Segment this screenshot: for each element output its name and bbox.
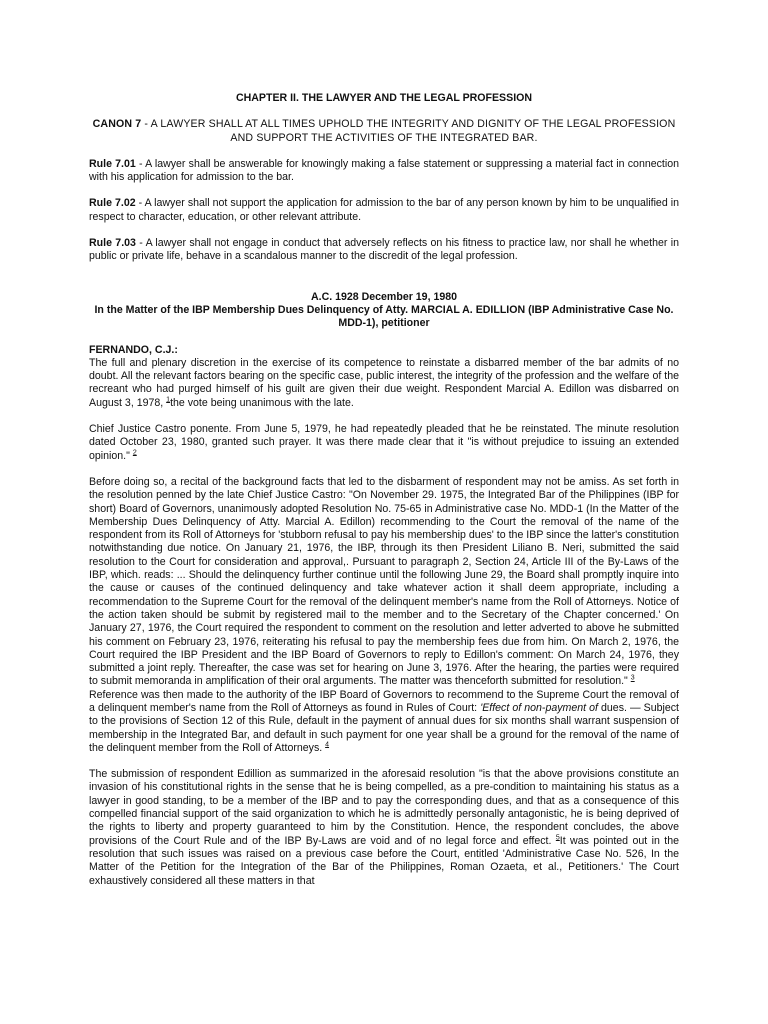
paragraph-text: Chief Justice Castro ponente. From June 5, 1979, he had repeatedly pleaded that he be reinstated. The minute resolution dated October 23, 1980, granted such prayer. It was there made clear that it "is without prejudice to issuing an extended opinion."	[89, 423, 679, 462]
case-citation: A.C. 1928 December 19, 1980	[310, 290, 458, 303]
paragraph-2	[89, 423, 679, 463]
rule-7-03	[89, 237, 679, 264]
ponente: FERNANDO, C.J.:	[89, 343, 178, 356]
rule-text: - A lawyer shall not engage in conduct that adversely reflects on his fitness to practice law, nor shall he whether in public or private life, behave in a scandalous manner to the discredit of the legal profession.	[89, 237, 679, 263]
paragraph-5	[89, 768, 679, 888]
paragraph-text: Before doing so, a recital of the background facts that led to the disbarment of respondent may not be amiss. As set forth in the resolution penned by the late Chief Justice Castro: "On November 29. 1975, the Integrated Bar of the Philippines (IBP for short) Board of Governors, unanimously adopted Resolution No. 75-65 in Administrative case No. MDD-1 (In the Matter of the Membership Dues Delinquency of Atty. Marcial A. Edillon) recommending to the Court the removal of the name of the respondent from its Roll of Attorneys for 'stubborn refusal to pay his membership dues' to the IBP since the latter's constitution notwithstanding due notice. On January 21, 1976, the IBP, through its then President Liliano B. Neri, submitted the said resolution to the Court for consideration and approval,. Pursuant to paragraph 2, Section 24, Article III of the By-Laws of the IBP, which. reads: ... Should the delinquency further continue until the following June 29, the Board shall promptly inquire into the cause or causes of the continued delinquency and take whatever action it shall deem appropriate, including a recommendation to the Supreme Court for the removal of the delinquent member's name from the Roll of Attorneys. Notice of the action taken should be submit by registered mail to the member and to the Secretary of the Chapter concerned.' On January 27, 1976, the Court required the respondent to comment on the resolution and letter adverted to above he submitted his comment on February 23, 1976, reiterating his refusal to pay the membership fees due from him. On March 2, 1976, the Court required the IBP President and the IBP Board of Governors to reply to Edillon's comment: On March 24, 1976, they submitted a joint reply. Thereafter, the case was set for hearing on June 3, 1976. After the hearing, the parties were required to submit memoranda in amplification of their oral arguments. The matter was thenceforth submitted for resolution."	[89, 475, 679, 688]
rule-text: - A lawyer shall not support the application for admission to the bar of any person known by him to be unqualified in respect to character, education, or other relevant attribute.	[89, 197, 679, 223]
rule-7-02	[89, 197, 679, 224]
canon-label: CANON 7	[92, 118, 142, 131]
case-title: In the Matter of the IBP Membership Dues Delinquency of Atty. MARCIAL A. EDILLION (IBP Administrative Case No. MDD-1), petitioner	[94, 303, 674, 330]
paragraph-text: dues. — Subject to the provisions of Section 12 of this Rule, default in the payment of annual dues for six months shall warrant suspension of membership in the Integrated Bar, and default in such payment for one year shall be a ground for the removal of the name of the delinquent member from the Roll of Attorneys.	[89, 701, 679, 754]
paragraph-3	[89, 476, 679, 689]
canon-text: - A LAWYER SHALL AT ALL TIMES UPHOLD THE INTEGRITY AND DIGNITY OF THE LEGAL PROFESSION AND SUPPORT THE ACTIVITIES OF THE INTEGRATED BAR.	[141, 118, 676, 144]
paragraph-4	[89, 689, 679, 755]
paragraph-1	[89, 357, 679, 410]
document-body	[89, 92, 679, 888]
chapter-title: CHAPTER II. THE LAWYER AND THE LEGAL PROFESSION	[235, 92, 533, 104]
rule-text: - A lawyer shall be answerable for knowingly making a false statement or suppressing a material fact in connection with his application for admission to the bar.	[89, 157, 680, 184]
footnote-ref-1[interactable]: 1	[166, 396, 171, 404]
footnote-ref-5[interactable]: 5	[555, 834, 560, 842]
paragraph-text: the vote being unanimous with the late.	[170, 396, 354, 409]
paragraph-text: Reference was then made to the authority of the IBP Board of Governors to recommend to the Supreme Court the removal of a delinquent member's name from the Roll of Attorneys as found in Rules of Court:	[89, 688, 679, 714]
italic-text: 'Effect of non-payment of	[480, 701, 598, 714]
rule-label: Rule 7.03	[89, 237, 136, 250]
case-heading	[89, 291, 679, 331]
rule-7-01	[89, 158, 679, 185]
paragraph-text: The submission of respondent Edillion as summarized in the aforesaid resolution "is that the above provisions constitute an invasion of his constitutional rights in the sense that he is being compelled, as a pre-condition to maintaining his status as a lawyer in good standing, to be a member of the IBP and to pay the corresponding dues, and that as a consequence of this compelled financial support of the said organization to which he is admittedly personally antagonistic, he is being deprived of the rights to liberty and property guaranteed to him by the Constitution. Hence, the respondent concludes, the above provisions of the Court Rule and of the IBP By-Laws are void and of no legal force and effect.	[89, 768, 679, 847]
footnote-ref-3[interactable]: 3	[630, 674, 635, 682]
paragraph-text: It was pointed out in the resolution that such issues was raised on a previous case before the Court, entitled 'Administrative Case No. 526, In the Matter of the Petition for the Integration of the Bar of the Philippines, Roman Ozaeta, et al., Petitioners.' The Court exhaustively considered all these matters in that	[89, 834, 679, 887]
rule-label: Rule 7.01	[89, 157, 136, 170]
footnote-ref-4[interactable]: 4	[325, 741, 330, 749]
canon-7	[89, 118, 679, 145]
rule-label: Rule 7.02	[89, 197, 136, 210]
footnote-ref-2[interactable]: 2	[132, 449, 137, 457]
paragraph-text: The full and plenary discretion in the exercise of its competence to reinstate a disbarred member of the bar admits of no doubt. All the relevant factors bearing on the specific case, public interest, the integrity of the profession and the welfare of the recreant who had purged himself of his guilt are given their due weight. Respondent Marcial A. Edillon was disbarred on August 3, 1978,	[89, 356, 679, 409]
